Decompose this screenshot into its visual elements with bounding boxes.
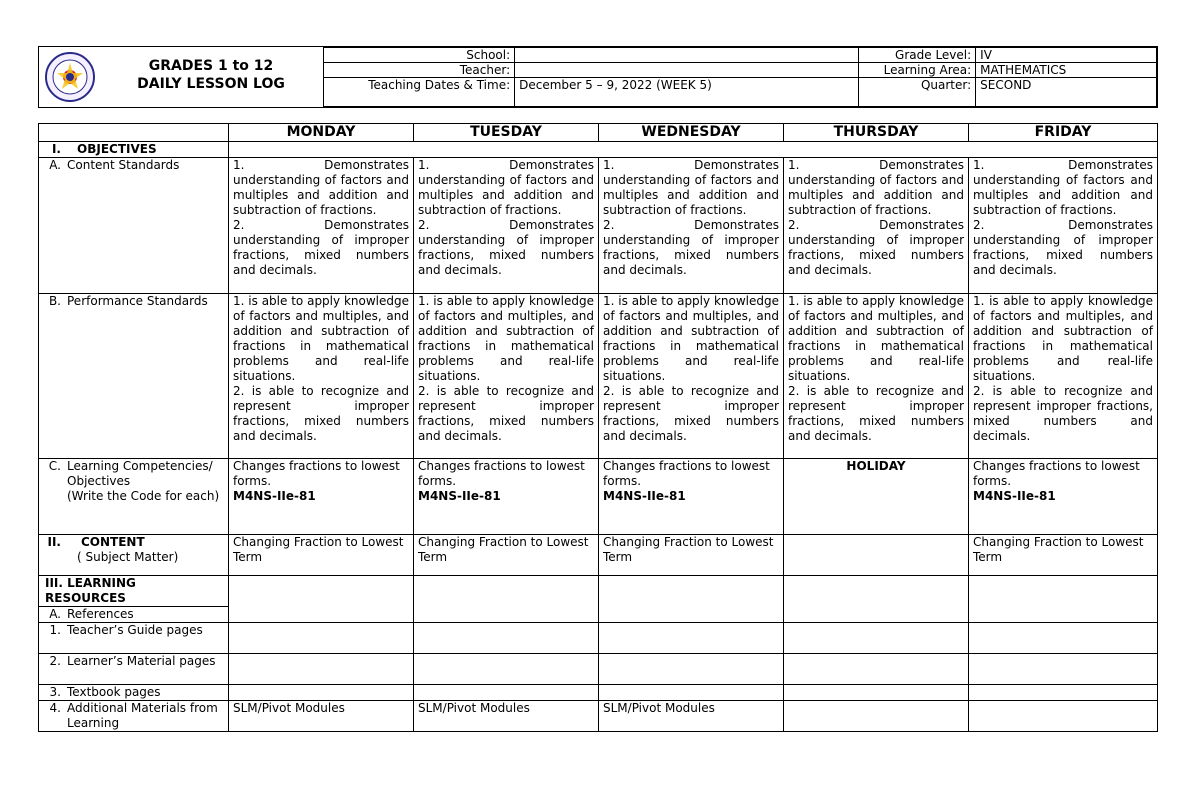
textbook-label: 3. Textbook pages: [39, 685, 229, 701]
content-row: [39, 535, 1158, 576]
content-standards-friday: 1. Demonstrates understanding of factors and multiples and addition and subtraction of fractions. 2. Demonstrates understanding of improper fractions, mixed numbers and decimals.: [969, 158, 1158, 294]
grade-level-label: Grade Level:: [858, 48, 976, 63]
content-thursday: [784, 535, 969, 576]
additional-materials-monday: SLM/Pivot Modules: [229, 701, 414, 732]
day-tuesday: TUESDAY: [414, 124, 599, 142]
references-label: A. References: [39, 607, 229, 623]
content-standards-monday: 1. Demonstrates understanding of factors and multiples and addition and subtraction of fractions. 2. Demonstrates understanding of improper fractions, mixed numbers and decimals.: [229, 158, 414, 294]
teachers-guide-monday: [229, 623, 414, 654]
additional-materials-friday: [969, 701, 1158, 732]
learning-resources-row: [39, 576, 1158, 607]
resources-blank-tuesday: [414, 576, 599, 623]
performance-standards-tuesday: 1. is able to apply knowledge of factors and multiples, and addition and subtraction of fractions in mathematical problems and real-life situations. 2. is able to recognize and represent improper fractions, mixed numbers and decimals.: [414, 294, 599, 459]
learners-material-friday: [969, 654, 1158, 685]
learning-resources-heading: III. LEARNING RESOURCES: [39, 576, 229, 607]
title-line-2: DAILY LESSON LOG: [137, 76, 285, 92]
holiday-label: HOLIDAY: [846, 459, 906, 473]
teachers-guide-friday: [969, 623, 1158, 654]
lesson-log-header: [38, 46, 1158, 108]
quarter-label: Quarter:: [858, 78, 976, 107]
quarter-value: SECOND: [976, 78, 1157, 107]
resources-blank-friday: [969, 576, 1158, 623]
learners-material-thursday: [784, 654, 969, 685]
competency-text: Changes fractions to lowest forms.: [973, 459, 1140, 488]
competency-wednesday: [599, 459, 784, 535]
teaching-dates-value: December 5 – 9, 2022 (WEEK 5): [515, 78, 858, 107]
additional-materials-tuesday: SLM/Pivot Modules: [414, 701, 599, 732]
competency-code: M4NS-IIe-81: [233, 489, 316, 503]
learners-material-label: 2. Learner’s Material pages: [39, 654, 229, 685]
competency-text: Changes fractions to lowest forms.: [233, 459, 400, 488]
day-thursday: THURSDAY: [784, 124, 969, 142]
competencies-row: [39, 459, 1158, 535]
resources-blank-thursday: [784, 576, 969, 623]
day-friday: FRIDAY: [969, 124, 1158, 142]
objectives-row: [39, 142, 1158, 158]
teaching-dates-label: Teaching Dates & Time:: [324, 78, 515, 107]
content-label: II. CONTENT ( Subject Matter): [39, 535, 229, 576]
title-line-1: GRADES 1 to 12: [148, 58, 274, 74]
textbook-monday: [229, 685, 414, 701]
content-standards-thursday: 1. Demonstrates understanding of factors and multiples and addition and subtraction of fractions. 2. Demonstrates understanding of improper fractions, mixed numbers and decimals.: [784, 158, 969, 294]
textbook-wednesday: [599, 685, 784, 701]
learners-material-wednesday: [599, 654, 784, 685]
competency-monday: [229, 459, 414, 535]
learning-area-value: MATHEMATICS: [976, 63, 1157, 78]
content-standards-label: A. Content Standards: [39, 158, 229, 294]
competency-code: M4NS-IIe-81: [973, 489, 1056, 503]
learners-material-tuesday: [414, 654, 599, 685]
textbook-tuesday: [414, 685, 599, 701]
competency-text: Changes fractions to lowest forms.: [418, 459, 585, 488]
day-wednesday: WEDNESDAY: [599, 124, 784, 142]
title-block: [99, 47, 323, 107]
teachers-guide-tuesday: [414, 623, 599, 654]
performance-standards-label: B. Performance Standards: [39, 294, 229, 459]
teachers-guide-row: [39, 623, 1158, 654]
competency-tuesday: [414, 459, 599, 535]
learners-material-monday: [229, 654, 414, 685]
school-value: [515, 48, 858, 63]
additional-materials-thursday: [784, 701, 969, 732]
content-standards-wednesday: 1. Demonstrates understanding of factors and multiples and addition and subtraction of fractions. 2. Demonstrates understanding of improper fractions, mixed numbers and decimals.: [599, 158, 784, 294]
teachers-guide-thursday: [784, 623, 969, 654]
performance-standards-thursday: 1. is able to apply knowledge of factors and multiples, and addition and subtraction of fractions in mathematical problems and real-life situations. 2. is able to recognize and represent improper fractions, mixed numbers and decimals.: [784, 294, 969, 459]
additional-materials-wednesday: SLM/Pivot Modules: [599, 701, 784, 732]
corner-cell: [39, 124, 229, 142]
performance-standards-wednesday: 1. is able to apply knowledge of factors and multiples, and addition and subtraction of fractions in mathematical problems and real-life situations. 2. is able to recognize and represent improper fractions, mixed numbers and decimals.: [599, 294, 784, 459]
content-standards-row: [39, 158, 1158, 294]
additional-materials-row: [39, 701, 1158, 732]
content-standards-tuesday: 1. Demonstrates understanding of factors and multiples and addition and subtraction of fractions. 2. Demonstrates understanding of improper fractions, mixed numbers and decimals.: [414, 158, 599, 294]
resources-blank-wednesday: [599, 576, 784, 623]
teacher-value: [515, 63, 858, 78]
teachers-guide-wednesday: [599, 623, 784, 654]
competency-friday: [969, 459, 1158, 535]
additional-materials-label: 4. Additional Materials from Learning: [39, 701, 229, 732]
performance-standards-row: [39, 294, 1158, 459]
learners-material-row: [39, 654, 1158, 685]
textbook-friday: [969, 685, 1158, 701]
competency-code: M4NS-IIe-81: [418, 489, 501, 503]
day-monday: MONDAY: [229, 124, 414, 142]
performance-standards-monday: 1. is able to apply knowledge of factors and multiples, and addition and subtraction of fractions in mathematical problems and real-life situations. 2. is able to recognize and represent improper fractions, mixed numbers and decimals.: [229, 294, 414, 459]
objectives-heading: I. OBJECTIVES: [39, 142, 229, 158]
objectives-blank: [229, 142, 1158, 158]
textbook-thursday: [784, 685, 969, 701]
teacher-label: Teacher:: [324, 63, 515, 78]
competency-thursday: [784, 459, 969, 535]
teachers-guide-label: 1. Teacher’s Guide pages: [39, 623, 229, 654]
header-fields: [323, 47, 1157, 107]
content-tuesday: Changing Fraction to Lowest Term: [414, 535, 599, 576]
performance-standards-friday: 1. is able to apply knowledge of factors and multiples, and addition and subtraction of fractions in mathematical problems and real-life situations. 2. is able to recognize and represent improper fractions, mixed numbers and decimals.: [969, 294, 1158, 459]
resources-blank-monday: [229, 576, 414, 623]
content-friday: Changing Fraction to Lowest Term: [969, 535, 1158, 576]
textbook-row: [39, 685, 1158, 701]
competency-text: Changes fractions to lowest forms.: [603, 459, 770, 488]
grade-level-value: IV: [976, 48, 1157, 63]
deped-seal-logo: [42, 51, 98, 103]
days-header-row: [39, 124, 1158, 142]
school-label: School:: [324, 48, 515, 63]
content-wednesday: Changing Fraction to Lowest Term: [599, 535, 784, 576]
content-monday: Changing Fraction to Lowest Term: [229, 535, 414, 576]
competencies-label: C. Learning Competencies/ Objectives (Write the Code for each): [39, 459, 229, 535]
competency-code: M4NS-IIe-81: [603, 489, 686, 503]
daily-lesson-log-table: [38, 123, 1158, 732]
learning-area-label: Learning Area:: [858, 63, 976, 78]
